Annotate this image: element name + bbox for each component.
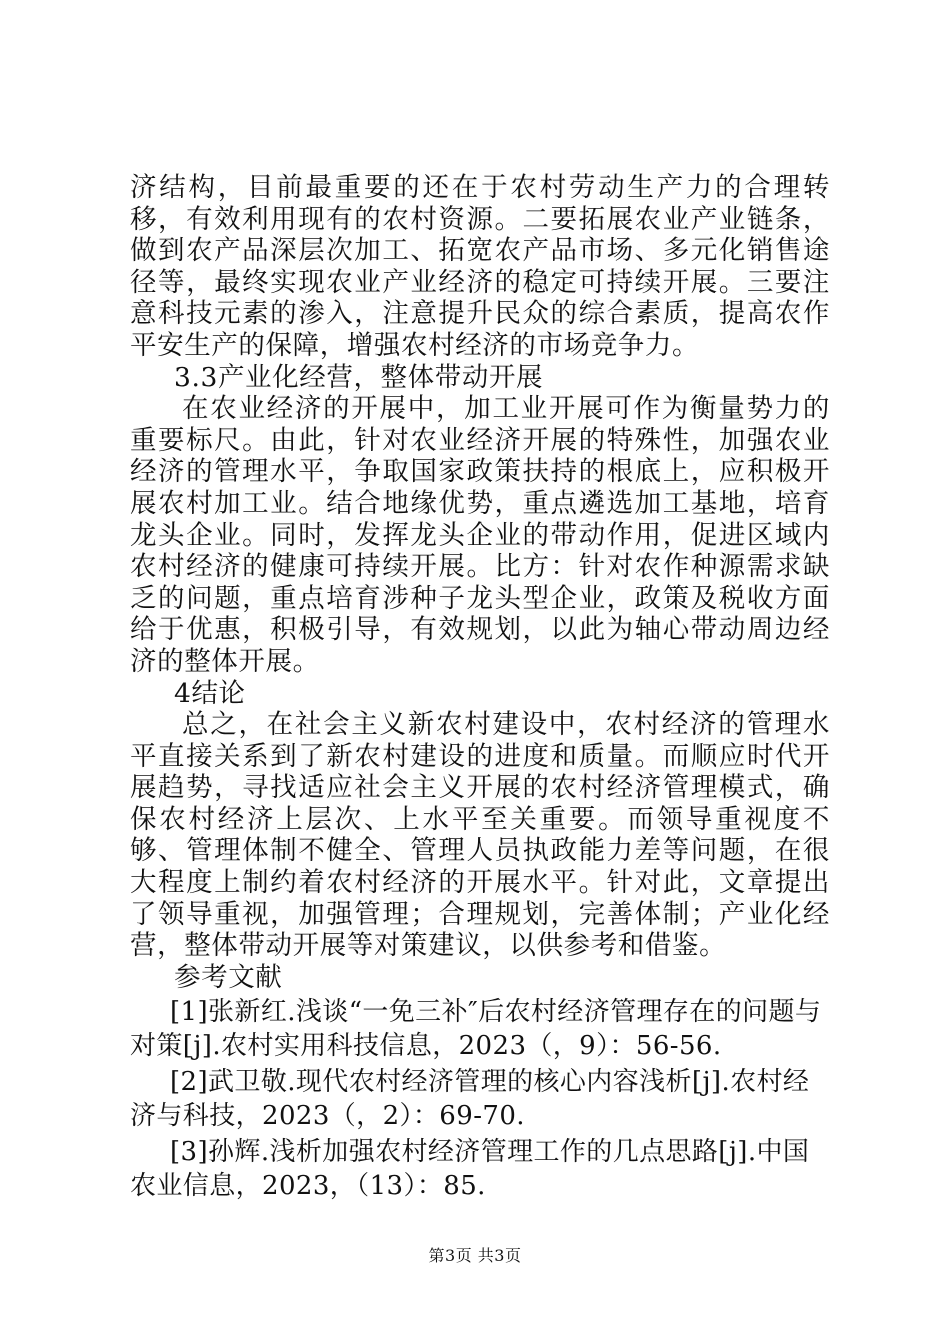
section-heading-3-3: 3.3产业化经营，整体带动开展 — [174, 361, 544, 393]
section-body-3-3: 在农业经济的开展中，加工业开展可作为衡量势力的重要标尺。由此，针对农业经济开展的特殊性，加强农业经济的管理水平，争取国家政策扶持的根底上，应积极开展农村加工业。结合地缘优势，重点遴选加工基地，培育龙头企业。同时，发挥龙头企业的带动作用，促进区域内农村经济的健康可持续开展。比方：针对农作种源需求缺乏的问题，重点培育涉种子龙头型企业，政策及税收方面给于优惠，积极引导，有效规划，以此为轴心带动周边经济的整体开展。 — [130, 393, 830, 677]
reference-item: [1]张新红.浅谈“一免三补″后农村经济管理存在的问题与对策[j].农村实用科技信息，2023（，9）：56-56. — [130, 997, 822, 1062]
document-body — [130, 172, 830, 1203]
paragraph-continuation: 济结构，目前最重要的还在于农村劳动生产力的合理转移，有效利用现有的农村资源。二要拓展农业产业链条，做到农产品深层次加工、拓宽农产品市场、多元化销售途径等，最终实现农业产业经济的稳定可持续开展。三要注意科技元素的渗入，注意提升民众的综合素质，提高农作平安生产的保障，增强农村经济的市场竞争力。 — [130, 172, 830, 361]
reference-item: [2]武卫敬.现代农村经济管理的核心内容浅析[j].农村经济与科技，2023（，2）：69-70. — [130, 1067, 810, 1132]
section-body-4: 总之，在社会主义新农村建设中，农村经济的管理水平直接关系到了新农村建设的进度和质量。而顺应时代开展趋势，寻找适应社会主义开展的农村经济管理模式，确保农村经济上层次、上水平至关重要。而领导重视度不够、管理体制不健全、管理人员执政能力差等问题，在很大程度上制约着农村经济的开展水平。针对此，文章提出了领导重视，加强管理；合理规划，完善体制；产业化经营，整体带动开展等对策建议，以供参考和借鉴。 — [130, 709, 830, 962]
references-title: 参考文献 — [174, 961, 283, 993]
reference-item: [3]孙辉.浅析加强农村经济管理工作的几点思路[j].中国农业信息，2023，（13）：85. — [130, 1137, 810, 1202]
section-heading-4: 4结论 — [174, 677, 246, 709]
page-number-footer: 第3页 共3页 — [428, 1246, 522, 1265]
